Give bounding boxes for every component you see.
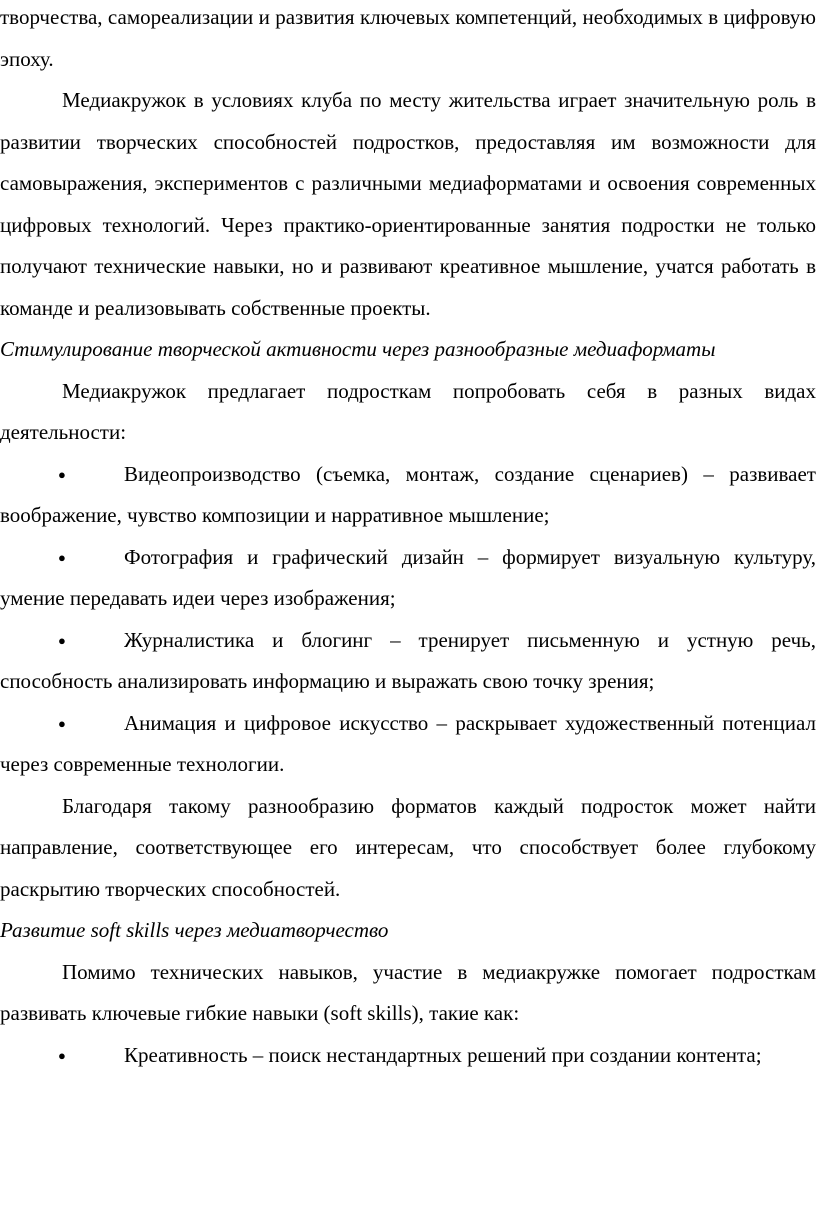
paragraph-soft-skills-intro: Помимо технических навыков, участие в медиакружке помогает подросткам развивать ключевые гибкие навыки (soft skills), такие как: — [0, 959, 816, 1025]
list-item-photo-design — [0, 537, 816, 620]
list-item-text: Видеопроизводство (съемка, монтаж, создание сценариев) – развивает воображение, чувство композиции и нарративное мышление; — [0, 461, 816, 527]
list-item-creativity — [0, 1035, 816, 1077]
list-item-animation-digital-art — [0, 703, 816, 786]
section-heading-creative-activity: Стимулирование творческой активности через разнообразные медиаформаты — [0, 337, 716, 361]
list-item-text: Фотография и графический дизайн – формирует визуальную культуру, умение передавать идеи через изображения; — [0, 544, 816, 610]
bullet-icon: ● — [58, 1047, 66, 1063]
bullet-icon: ● — [58, 549, 66, 565]
section-heading-soft-skills: Развитие soft skills через медиатворчество — [0, 918, 389, 942]
paragraph-activity-types: Медиакружок предлагает подросткам попробовать себя в разных видах деятельности: — [0, 378, 816, 444]
paragraph-format-diversity: Благодаря такому разнообразию форматов каждый подросток может найти направление, соответствующее его интересам, что способствует более глубокому раскрытию творческих способностей. — [0, 793, 816, 901]
bullet-icon: ● — [58, 632, 66, 648]
bullet-icon: ● — [58, 466, 66, 482]
list-item-text: Анимация и цифровое искусство – раскрывает художественный потенциал через современные технологии. — [0, 710, 816, 776]
list-item-text: Журналистика и блогинг – тренирует письменную и устную речь, способность анализировать информацию и выражать свою точку зрения; — [0, 627, 816, 693]
paragraph-intro-continuation: творчества, самореализации и развития ключевых компетенций, необходимых в цифровую эпоху. — [0, 5, 816, 71]
list-item-journalism-blogging — [0, 620, 816, 703]
bullet-icon: ● — [58, 715, 66, 731]
list-item-video-production — [0, 454, 816, 537]
paragraph-media-club-role: Медиакружок в условиях клуба по месту жительства играет значительную роль в развитии творческих способностей подростков, предоставляя им возможности для самовыражения, экспериментов с различными медиаформатами и освоения современных цифровых технологий. Через практико-ориентированные занятия подростки не только получают технические навыки, но и развивают креативное мышление, учатся работать в команде и реализовывать собственные проекты. — [0, 88, 816, 320]
list-item-text: Креативность – поиск нестандартных решений при создании контента; — [124, 1042, 762, 1067]
